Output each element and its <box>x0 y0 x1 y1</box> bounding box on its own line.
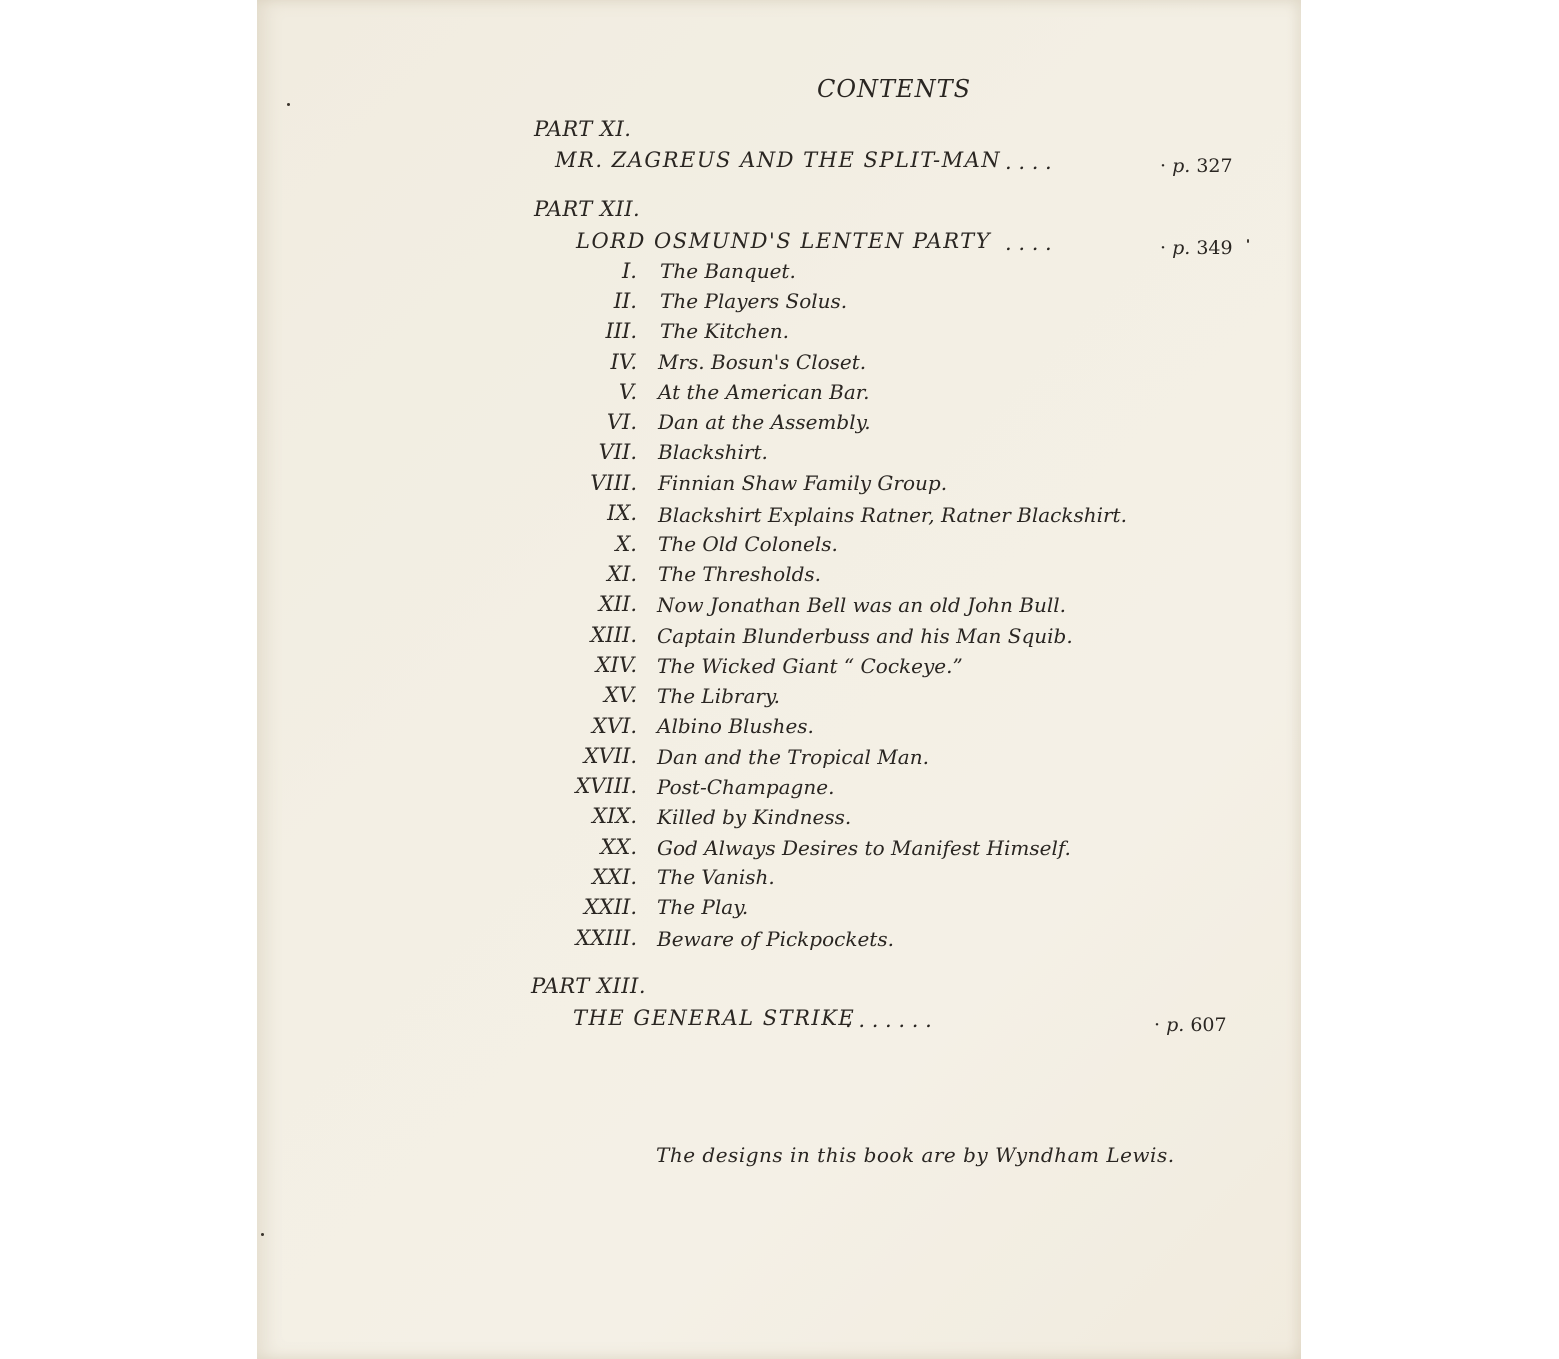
page-number: 607 <box>1190 1014 1227 1036</box>
chapter-numeral: IX. <box>607 501 637 525</box>
part-title: THE GENERAL STRIKE <box>573 1006 856 1030</box>
page-prefix: p. <box>1166 1014 1185 1036</box>
page-reference <box>1154 1016 1227 1035</box>
chapter-numeral: IV. <box>610 350 637 374</box>
part-title: MR. ZAGREUS AND THE SPLIT-MAN <box>555 148 1002 172</box>
chapter-numeral: VI. <box>606 410 637 434</box>
chapter-title: God Always Desires to Manifest Himself. <box>657 836 1071 860</box>
chapter-numeral: XVIII. <box>575 774 637 798</box>
chapter-numeral: X. <box>615 532 637 556</box>
chapter-title: Post-Champagne. <box>657 775 835 799</box>
illustration-credit: The designs in this book are by Wyndham Lewis. <box>656 1143 1175 1167</box>
contents-heading: CONTENTS <box>817 75 972 103</box>
part-label: PART XI. <box>534 117 632 141</box>
page-number: 327 <box>1196 155 1233 177</box>
chapter-numeral: I. <box>622 259 637 283</box>
chapter-title: The Thresholds. <box>658 562 822 586</box>
chapter-numeral: XIV. <box>595 653 637 677</box>
chapter-numeral: II. <box>613 289 637 313</box>
chapter-title: The Banquet. <box>660 259 796 283</box>
chapter-numeral: XXIII. <box>575 926 637 950</box>
dot-leader: . . . . <box>1005 231 1052 255</box>
chapter-numeral: XIX. <box>592 804 637 828</box>
chapter-title: The Play. <box>657 895 749 919</box>
page-prefix: p. <box>1172 237 1191 259</box>
chapter-numeral: XIII. <box>590 623 637 647</box>
chapter-title: Now Jonathan Bell was an old John Bull. <box>657 593 1066 617</box>
chapter-title: Blackshirt. <box>658 440 768 464</box>
page-bullet: · <box>1160 237 1173 259</box>
chapter-numeral: XII. <box>598 592 637 616</box>
chapter-title: Killed by Kindness. <box>657 805 852 829</box>
chapter-title: Dan and the Tropical Man. <box>657 745 929 769</box>
chapter-numeral: XVII. <box>583 744 637 768</box>
chapter-numeral: XI. <box>607 562 637 586</box>
page-reference <box>1160 157 1233 176</box>
chapter-title: Dan at the Assembly. <box>658 410 871 434</box>
book-page <box>257 0 1301 1359</box>
chapter-title: The Old Colonels. <box>658 532 838 556</box>
chapter-numeral: XVI. <box>591 714 637 738</box>
chapter-numeral: XXI. <box>592 865 637 889</box>
chapter-numeral: VII. <box>598 440 637 464</box>
chapter-title: The Players Solus. <box>660 289 848 313</box>
page-number: 349 <box>1196 237 1233 259</box>
page-bullet: · <box>1154 1014 1167 1036</box>
chapter-title: Mrs. Bosun's Closet. <box>658 350 867 374</box>
chapter-numeral: V. <box>618 380 637 404</box>
chapter-title: Blackshirt Explains Ratner, Ratner Blackshirt. <box>658 503 1127 527</box>
chapter-title: The Library. <box>657 684 780 708</box>
chapter-title: At the American Bar. <box>658 380 870 404</box>
dot-leader: . . . . . . . <box>845 1008 932 1032</box>
paper-speck <box>287 103 290 106</box>
paper-speck <box>1247 239 1249 243</box>
chapter-numeral: XV. <box>603 683 637 707</box>
chapter-title: The Vanish. <box>657 865 775 889</box>
chapter-title: Captain Blunderbuss and his Man Squib. <box>657 624 1073 648</box>
part-label: PART XIII. <box>531 974 647 998</box>
part-label: PART XII. <box>534 197 641 221</box>
paper-speck <box>261 1233 264 1236</box>
page-bullet: · <box>1160 155 1173 177</box>
chapter-numeral: VIII. <box>590 471 637 495</box>
chapter-numeral: XX. <box>600 835 637 859</box>
chapter-title: The Kitchen. <box>660 319 789 343</box>
chapter-title: The Wicked Giant “ Cockeye.” <box>657 654 963 678</box>
chapter-numeral: III. <box>605 319 637 343</box>
page-prefix: p. <box>1172 155 1191 177</box>
chapter-title: Albino Blushes. <box>657 714 814 738</box>
part-title: LORD OSMUND'S LENTEN PARTY <box>576 229 992 253</box>
chapter-title: Finnian Shaw Family Group. <box>658 471 948 495</box>
chapter-numeral: XXII. <box>583 895 637 919</box>
dot-leader: . . . . <box>1005 150 1052 174</box>
page-reference <box>1160 239 1233 258</box>
chapter-title: Beware of Pickpockets. <box>657 927 894 951</box>
